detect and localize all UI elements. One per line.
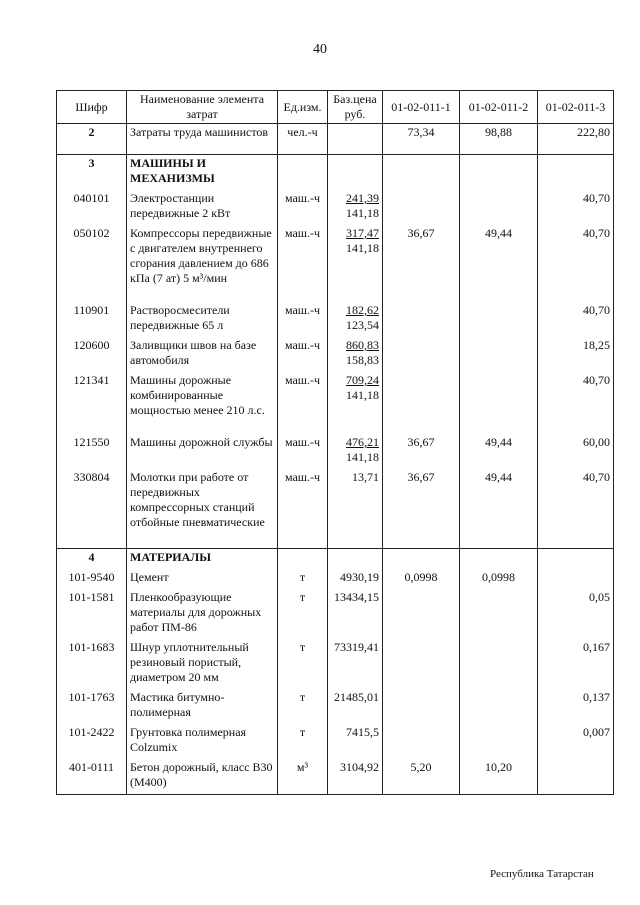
- cell-name: Мастика битумно-полимерная: [127, 689, 278, 724]
- cell-name: Бетон дорожный, класс В30 (М400): [127, 759, 278, 795]
- cell-col-3: 18,25: [538, 337, 614, 372]
- page-number: 40: [313, 42, 327, 57]
- table-row: [57, 434, 614, 469]
- price-value: 860,83: [346, 338, 379, 352]
- cell-price: [328, 639, 383, 689]
- price-value: 182,62: [346, 303, 379, 317]
- cell-col-2: 49,44: [460, 225, 538, 302]
- cell-unit: чел.-ч: [278, 124, 328, 155]
- cell-col-3: [538, 759, 614, 795]
- table-row: [57, 302, 614, 337]
- table-row: [57, 759, 614, 795]
- cell-code: 101-1683: [57, 639, 127, 689]
- cell-unit: т: [278, 689, 328, 724]
- cell-col-1: [383, 548, 460, 569]
- price-secondary-value: 158,83: [346, 353, 379, 367]
- cell-unit: маш.-ч: [278, 225, 328, 302]
- cell-col-2: 98,88: [460, 124, 538, 155]
- cell-unit: [278, 155, 328, 191]
- cell-price: [328, 225, 383, 302]
- cell-unit: маш.-ч: [278, 434, 328, 469]
- table-row: [57, 190, 614, 225]
- cell-name: МАТЕРИАЛЫ: [127, 548, 278, 569]
- cell-price: [328, 689, 383, 724]
- cell-col-3: 0,167: [538, 639, 614, 689]
- cell-col-3: 60,00: [538, 434, 614, 469]
- cell-col-1: 36,67: [383, 225, 460, 302]
- table-row: [57, 469, 614, 548]
- cell-col-2: [460, 689, 538, 724]
- cell-col-3: 0,007: [538, 724, 614, 759]
- cell-col-1: [383, 724, 460, 759]
- cell-col-3: 40,70: [538, 190, 614, 225]
- price-value: 709,24: [346, 373, 379, 387]
- header-price: Баз.цена руб.: [328, 91, 383, 124]
- cell-unit: м³: [278, 759, 328, 795]
- cell-col-1: [383, 639, 460, 689]
- price-value: 13434,15: [334, 589, 379, 604]
- price-value: 241,39: [346, 191, 379, 205]
- cell-price: [328, 469, 383, 548]
- cell-price: [328, 155, 383, 191]
- cell-col-3: 0,05: [538, 589, 614, 639]
- cell-code: 121550: [57, 434, 127, 469]
- cell-name: Затраты труда машинистов: [127, 124, 278, 155]
- cell-code: 101-2422: [57, 724, 127, 759]
- header-col-2: 01-02-011-2: [460, 91, 538, 124]
- price-value: 73319,41: [334, 639, 379, 654]
- cell-col-1: 5,20: [383, 759, 460, 795]
- cell-name: Заливщики швов на базе автомобиля: [127, 337, 278, 372]
- cell-code: 330804: [57, 469, 127, 548]
- cell-price: [328, 434, 383, 469]
- cell-col-2: [460, 302, 538, 337]
- cell-price: [328, 124, 383, 155]
- table-row: [57, 548, 614, 569]
- cell-name: Цемент: [127, 569, 278, 589]
- cell-col-3: [538, 548, 614, 569]
- cell-col-2: [460, 639, 538, 689]
- cell-col-1: [383, 589, 460, 639]
- cell-col-1: 36,67: [383, 434, 460, 469]
- price-value: 21485,01: [334, 689, 379, 704]
- price-secondary-value: 141,18: [346, 388, 379, 402]
- cell-unit: [278, 548, 328, 569]
- cell-col-1: 73,34: [383, 124, 460, 155]
- cell-name: Молотки при работе от передвижных компрессорных станций отбойные пневматические: [127, 469, 278, 548]
- price-value: 7415,5: [346, 724, 379, 739]
- cell-price: [328, 548, 383, 569]
- cell-name: Машины дорожные комбинированные мощностью менее 210 л.с.: [127, 372, 278, 434]
- cell-col-3: 40,70: [538, 372, 614, 434]
- table-row: [57, 337, 614, 372]
- cell-col-2: 49,44: [460, 434, 538, 469]
- table-row: [57, 589, 614, 639]
- cell-code: 050102: [57, 225, 127, 302]
- cell-col-1: 0,0998: [383, 569, 460, 589]
- header-col-1: 01-02-011-1: [383, 91, 460, 124]
- cell-price: [328, 569, 383, 589]
- cell-col-1: [383, 372, 460, 434]
- cell-name: Грунтовка полимерная Colzumix: [127, 724, 278, 759]
- cell-col-1: [383, 155, 460, 191]
- header-name: Наименование элемента затрат: [127, 91, 278, 124]
- cell-col-3: 0,137: [538, 689, 614, 724]
- cell-price: [328, 190, 383, 225]
- table-row: [57, 569, 614, 589]
- table-row: [57, 689, 614, 724]
- cell-code: 4: [57, 548, 127, 569]
- cell-unit: маш.-ч: [278, 372, 328, 434]
- cell-name: Машины дорожной службы: [127, 434, 278, 469]
- header-row: [57, 91, 614, 124]
- cell-code: 101-1763: [57, 689, 127, 724]
- cell-unit: маш.-ч: [278, 302, 328, 337]
- cell-col-2: [460, 155, 538, 191]
- price-secondary-value: 141,18: [346, 206, 379, 220]
- cell-col-1: [383, 302, 460, 337]
- cell-col-2: 0,0998: [460, 569, 538, 589]
- price-secondary-value: 141,18: [346, 241, 379, 255]
- header-code: Шифр: [57, 91, 127, 124]
- table-row: [57, 372, 614, 434]
- cell-unit: т: [278, 724, 328, 759]
- header-col-3: 01-02-011-3: [538, 91, 614, 124]
- cell-col-2: [460, 372, 538, 434]
- cell-col-1: [383, 337, 460, 372]
- cell-col-2: [460, 724, 538, 759]
- cell-price: [328, 724, 383, 759]
- cell-price: [328, 337, 383, 372]
- cell-col-2: [460, 548, 538, 569]
- cell-unit: маш.-ч: [278, 337, 328, 372]
- cell-price: [328, 372, 383, 434]
- cell-col-3: 40,70: [538, 469, 614, 548]
- cell-unit: маш.-ч: [278, 469, 328, 548]
- cost-table: [56, 90, 614, 795]
- cell-col-3: 40,70: [538, 302, 614, 337]
- cell-col-2: 10,20: [460, 759, 538, 795]
- cell-unit: т: [278, 589, 328, 639]
- cell-code: 040101: [57, 190, 127, 225]
- price-value: 13,71: [352, 470, 379, 484]
- cell-code: 101-1581: [57, 589, 127, 639]
- price-value: 3104,92: [340, 759, 379, 774]
- cell-col-1: [383, 190, 460, 225]
- cell-code: 110901: [57, 302, 127, 337]
- cell-code: 2: [57, 124, 127, 155]
- cell-col-2: 49,44: [460, 469, 538, 548]
- cell-price: [328, 589, 383, 639]
- cell-unit: маш.-ч: [278, 190, 328, 225]
- cell-col-2: [460, 589, 538, 639]
- footer: Республика Татарстан: [490, 868, 594, 880]
- table-row: [57, 225, 614, 302]
- cell-code: 121341: [57, 372, 127, 434]
- cell-col-1: [383, 689, 460, 724]
- table-row: [57, 155, 614, 191]
- cell-col-2: [460, 337, 538, 372]
- table-row: [57, 124, 614, 155]
- cell-name: Растворосмесители передвижные 65 л: [127, 302, 278, 337]
- cell-col-3: 222,80: [538, 124, 614, 155]
- table-row: [57, 639, 614, 689]
- header-unit: Ед.изм.: [278, 91, 328, 124]
- cell-code: 101-9540: [57, 569, 127, 589]
- cell-price: [328, 302, 383, 337]
- price-secondary-value: 141,18: [346, 450, 379, 464]
- price-value: 4930,19: [340, 569, 379, 584]
- cell-name: Компрессоры передвижные с двигателем внутреннего сгорания давлением до 686 кПа (7 ат) 5 м³/мин: [127, 225, 278, 302]
- cell-name: Пленкообразующие материалы для дорожных работ ПМ-86: [127, 589, 278, 639]
- cell-col-3: 40,70: [538, 225, 614, 302]
- cell-unit: т: [278, 569, 328, 589]
- cell-unit: т: [278, 639, 328, 689]
- cell-name: Шнур уплотнительный резиновый пористый, диаметром 20 мм: [127, 639, 278, 689]
- table-row: [57, 724, 614, 759]
- cell-col-2: [460, 190, 538, 225]
- cell-col-1: 36,67: [383, 469, 460, 548]
- cell-name: Электростанции передвижные 2 кВт: [127, 190, 278, 225]
- cell-code: 120600: [57, 337, 127, 372]
- cell-price: [328, 759, 383, 795]
- price-value: 317,47: [346, 226, 379, 240]
- price-value: 476,21: [346, 435, 379, 449]
- cell-name: МАШИНЫ И МЕХАНИЗМЫ: [127, 155, 278, 191]
- price-secondary-value: 123,54: [346, 318, 379, 332]
- cell-col-3: [538, 569, 614, 589]
- cell-code: 3: [57, 155, 127, 191]
- cell-col-3: [538, 155, 614, 191]
- cell-code: 401-0111: [57, 759, 127, 795]
